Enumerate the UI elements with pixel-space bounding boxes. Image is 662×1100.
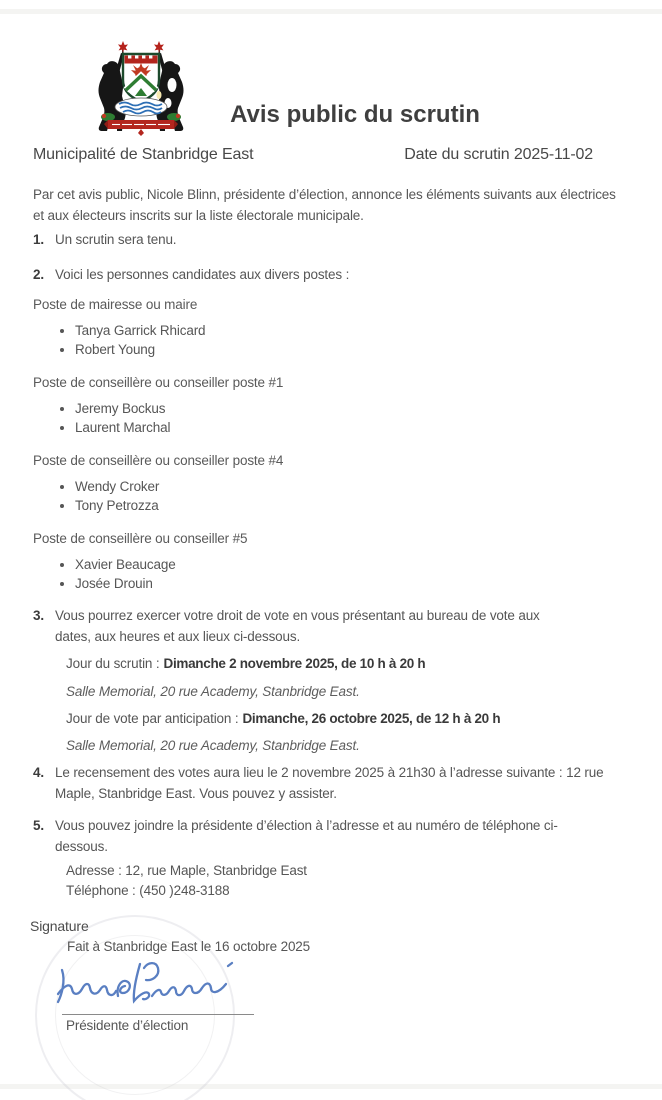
candidate-item: • Josée Drouin [75,574,433,593]
intro-paragraph: Par cet avis public, Nicole Blinn, présidente d’élection, annonce les éléments suivants aux électrices et aux électeurs inscrits sur la liste électorale municipale. [33,187,616,223]
advance-polling-line [66,711,500,726]
item-number: 1. [33,232,44,247]
position-title-mayor: Poste de mairesse ou maire [33,297,198,312]
candidate-list-seat5 [33,555,433,593]
signer-role: Présidente d’élection [66,1018,189,1033]
contact-phone: Téléphone : (450 )248-3188 [66,883,230,898]
list-item-3 [33,605,593,647]
polling-day-line [66,656,425,671]
candidate-item: • Tony Petrozza [75,496,433,515]
item-number: 5. [33,818,44,833]
item-text: Vous pourrez exercer votre droit de vote en vous présentant au bureau de vote aux dates, aux heures et aux lieux ci-dessous. [55,608,540,644]
advance-polling-label: Jour de vote par anticipation : [66,711,239,726]
maple-leaf-icon [118,41,128,53]
candidate-item: • Robert Young [75,340,433,359]
item-text: Un scrutin sera tenu. [55,232,177,247]
signature-line [62,1014,254,1015]
made-at-line: Fait à Stanbridge East le 16 octobre 2025 [67,939,311,954]
polling-day-label: Jour du scrutin : [66,656,160,671]
contact-address: Adresse : 12, rue Maple, Stanbridge East [66,863,307,878]
item-text: Vous pouvez joindre la présidente d’élection à l’adresse et au numéro de téléphone ci-dessous. [55,818,558,854]
candidate-item: • Laurent Marchal [75,418,433,437]
position-title-seat5: Poste de conseillère ou conseiller #5 [33,531,248,546]
candidate-list-seat1 [33,399,433,437]
maple-leaf-icon [154,41,164,53]
signature-label: Signature [30,918,89,934]
item-text: Le recensement des votes aura lieu le 2 novembre 2025 à 21h30 à l’adresse suivante : 12 rue Maple, Stanbridge East. Vous pouvez y assister. [55,765,604,801]
item-number: 4. [33,765,44,780]
list-item-1 [33,229,613,250]
scan-artifact-top [0,9,662,14]
meta-row [33,146,593,164]
candidate-list-seat4 [33,477,433,515]
municipality-name: Municipalité de Stanbridge East [33,146,254,163]
polling-place: Salle Memorial, 20 rue Academy, Stanbridge East. [66,684,360,699]
candidate-item: • Tanya Garrick Rhicard [75,321,433,340]
advance-polling-place: Salle Memorial, 20 rue Academy, Stanbridge East. [66,738,360,753]
page-title: Avis public du scrutin [230,101,480,128]
item-number: 2. [33,267,44,282]
handwritten-signature [52,956,302,1016]
candidate-item: • Jeremy Bockus [75,399,433,418]
candidate-item: • Wendy Croker [75,477,433,496]
position-title-seat1: Poste de conseillère ou conseiller poste #1 [33,375,284,390]
position-title-seat4: Poste de conseillère ou conseiller poste #4 [33,453,284,468]
polling-day-value: Dimanche 2 novembre 2025, de 10 h à 20 h [163,656,426,671]
list-item-5 [33,815,613,857]
candidate-item: • Xavier Beaucage [75,555,433,574]
scrutin-date: Date du scrutin 2025-11-02 [404,146,593,163]
item-text: Voici les personnes candidates aux divers postes : [55,267,350,282]
advance-polling-value: Dimanche, 26 octobre 2025, de 12 h à 20 h [242,711,501,726]
list-item-2 [33,264,613,285]
shield-icon [123,54,159,101]
list-item-4 [33,762,633,804]
candidate-list-mayor [33,321,433,359]
item-number: 3. [33,608,44,623]
